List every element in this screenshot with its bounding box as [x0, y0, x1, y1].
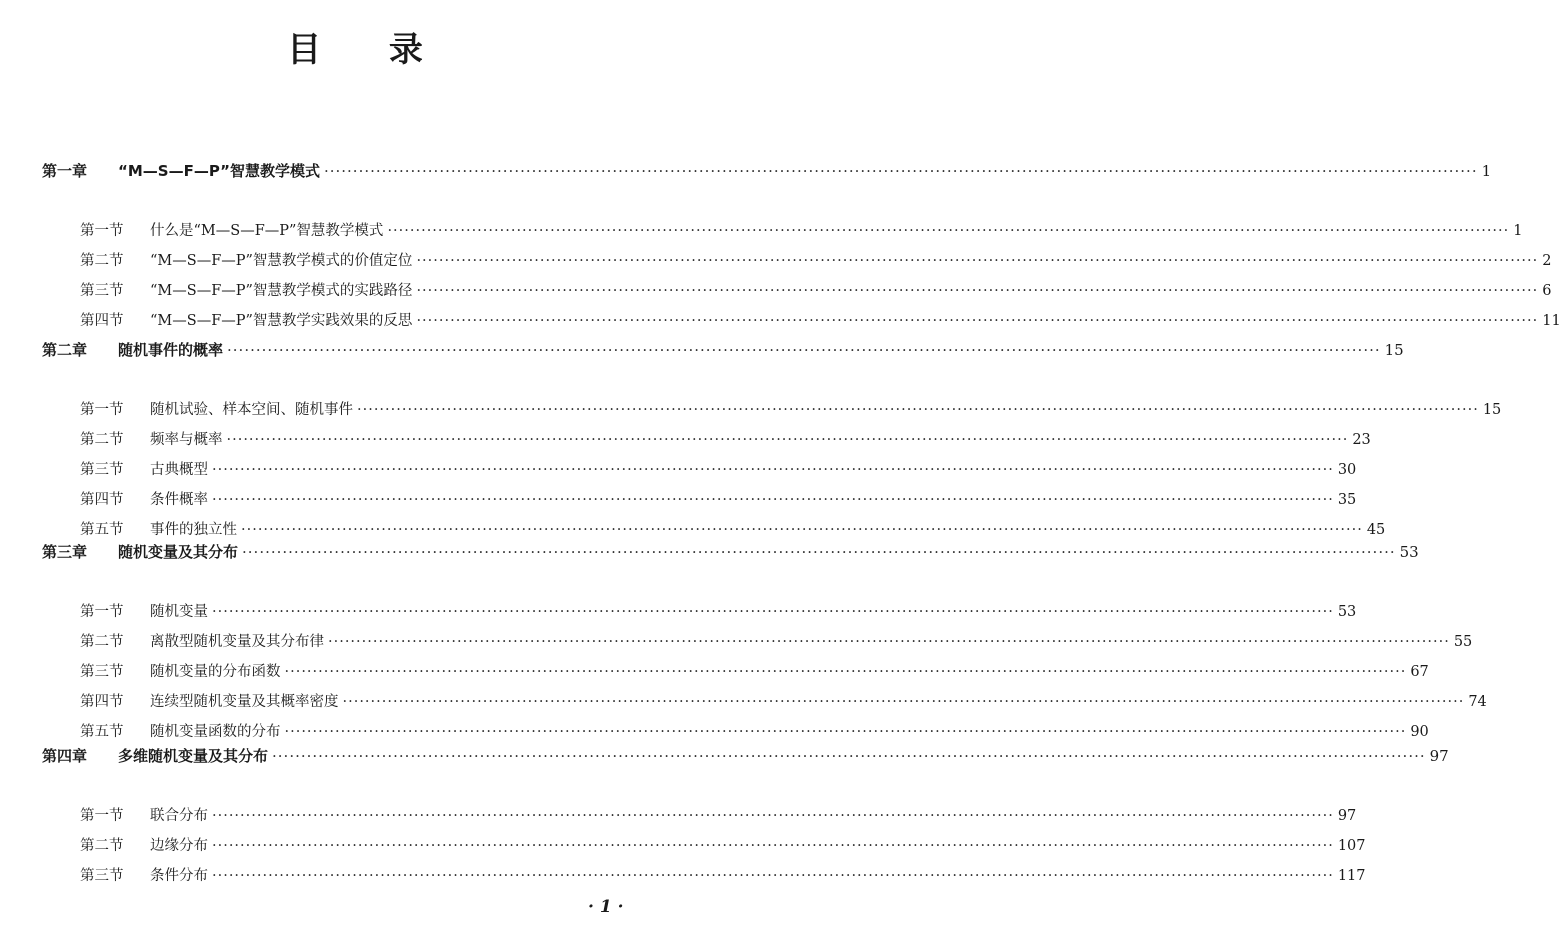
section-page-number: 74: [1468, 694, 1487, 710]
dot-leader: ········································································································································································································: [212, 808, 1334, 824]
section-title: 联合分布: [150, 808, 208, 824]
dot-leader: ········································································································································································································: [212, 604, 1334, 620]
toc-section-entry: [80, 518, 1386, 539]
section-number: 第二节: [80, 634, 124, 650]
dot-leader: ········································································································································································································: [241, 522, 1363, 538]
chapter-number: 第三章: [42, 543, 88, 561]
toc-section-entry: [80, 864, 1366, 885]
toc-section-entry: [80, 249, 1552, 270]
section-page-number: 23: [1352, 432, 1371, 448]
section-number: 第一节: [80, 402, 124, 418]
section-number: 第二节: [80, 838, 124, 854]
dot-leader: ········································································································································································································: [227, 341, 1381, 359]
dot-leader: ········································································································································································································: [357, 402, 1479, 418]
dot-leader: ········································································································································································································: [342, 694, 1465, 710]
section-page-number: 90: [1410, 724, 1429, 740]
section-title: 条件分布: [150, 868, 208, 884]
dot-leader: ········································································································································································································: [416, 313, 1539, 329]
section-page-number: 53: [1337, 604, 1357, 620]
section-number: 第一节: [80, 223, 124, 239]
dot-leader: ········································································································································································································: [416, 283, 1539, 299]
chapter-page-number: 15: [1384, 341, 1404, 359]
toc-section-entry: [80, 834, 1366, 855]
chapter-title: “M—S—F—P”智慧教学模式: [118, 162, 320, 180]
section-page-number: 11: [1542, 313, 1561, 329]
toc-section-entry: [80, 309, 1561, 330]
toc-section-entry: [80, 398, 1502, 419]
chapter-page-number: 97: [1429, 747, 1449, 765]
chapter-number: 第二章: [42, 341, 88, 359]
section-title: 事件的独立性: [150, 522, 237, 538]
section-title: 随机变量函数的分布: [150, 724, 281, 740]
section-title: 连续型随机变量及其概率密度: [150, 694, 339, 710]
toc-section-entry: [80, 428, 1371, 449]
toc-section-entry: [80, 488, 1357, 509]
section-title: 随机试验、样本空间、随机事件: [150, 402, 353, 418]
toc-section-entry: [80, 219, 1523, 240]
toc-section-entry: [80, 458, 1357, 479]
section-page-number: 117: [1337, 868, 1366, 884]
page-number: · 1 ·: [588, 897, 624, 917]
section-page-number: 6: [1542, 283, 1552, 299]
dot-leader: ········································································································································································································: [284, 664, 1407, 680]
dot-leader: ········································································································································································································: [212, 462, 1334, 478]
toc-section-entry: [80, 279, 1552, 300]
section-number: 第四节: [80, 694, 124, 710]
section-number: 第三节: [80, 462, 124, 478]
dot-leader: ········································································································································································································: [212, 868, 1334, 884]
chapter-page-number: 53: [1399, 543, 1419, 561]
dot-leader: ········································································································································································································: [212, 492, 1334, 508]
chapter-number: 第四章: [42, 747, 88, 765]
toc-section-entry: [80, 630, 1473, 651]
toc-section-entry: [80, 690, 1487, 711]
toc-chapter-entry: [42, 745, 1449, 766]
chapter-title: 随机变量及其分布: [118, 543, 239, 561]
dot-leader: ········································································································································································································: [284, 724, 1407, 740]
section-page-number: 55: [1453, 634, 1473, 650]
section-number: 第三节: [80, 868, 124, 884]
section-page-number: 67: [1410, 664, 1429, 680]
toc-chapter-entry: [42, 339, 1404, 360]
section-number: 第五节: [80, 522, 124, 538]
toc-section-entry: [80, 660, 1429, 681]
section-number: 第一节: [80, 604, 124, 620]
dot-leader: ········································································································································································································: [328, 634, 1450, 650]
section-number: 第四节: [80, 313, 124, 329]
chapter-number: 第一章: [42, 162, 88, 180]
section-title: 古典概型: [150, 462, 208, 478]
dot-leader: ········································································································································································································: [387, 223, 1510, 239]
section-number: 第一节: [80, 808, 124, 824]
dot-leader: ········································································································································································································: [242, 543, 1396, 561]
section-title: 什么是“M—S—F—P”智慧教学模式: [150, 223, 384, 239]
section-page-number: 45: [1366, 522, 1386, 538]
section-page-number: 2: [1542, 253, 1552, 269]
chapter-title: 随机事件的概率: [118, 341, 224, 359]
toc-section-entry: [80, 804, 1357, 825]
page-title: 目 录: [287, 30, 451, 70]
section-page-number: 35: [1337, 492, 1357, 508]
section-number: 第二节: [80, 253, 124, 269]
section-number: 第三节: [80, 283, 124, 299]
section-number: 第二节: [80, 432, 124, 448]
dot-leader: ········································································································································································································: [272, 747, 1426, 765]
chapter-title: 多维随机变量及其分布: [118, 747, 269, 765]
dot-leader: ········································································································································································································: [212, 838, 1334, 854]
section-page-number: 30: [1337, 462, 1357, 478]
dot-leader: ········································································································································································································: [226, 432, 1349, 448]
section-title: “M—S—F—P”智慧教学模式的实践路径: [150, 283, 413, 299]
section-title: 边缘分布: [150, 838, 208, 854]
toc-section-entry: [80, 720, 1429, 741]
section-number: 第五节: [80, 724, 124, 740]
section-title: “M—S—F—P”智慧教学模式的价值定位: [150, 253, 413, 269]
section-title: 离散型随机变量及其分布律: [150, 634, 324, 650]
section-page-number: 15: [1482, 402, 1502, 418]
section-page-number: 97: [1337, 808, 1357, 824]
section-page-number: 107: [1337, 838, 1366, 854]
toc-section-entry: [80, 600, 1357, 621]
toc-chapter-entry: [42, 541, 1419, 562]
section-title: 随机变量: [150, 604, 208, 620]
section-title: 条件概率: [150, 492, 208, 508]
section-number: 第三节: [80, 664, 124, 680]
section-title: 随机变量的分布函数: [150, 664, 281, 680]
dot-leader: ········································································································································································································: [323, 162, 1478, 180]
section-page-number: 1: [1513, 223, 1523, 239]
section-title: 频率与概率: [150, 432, 223, 448]
toc-chapter-entry: [42, 160, 1492, 181]
dot-leader: ········································································································································································································: [416, 253, 1539, 269]
chapter-page-number: 1: [1481, 162, 1492, 180]
section-number: 第四节: [80, 492, 124, 508]
section-title: “M—S—F—P”智慧教学实践效果的反思: [150, 313, 413, 329]
